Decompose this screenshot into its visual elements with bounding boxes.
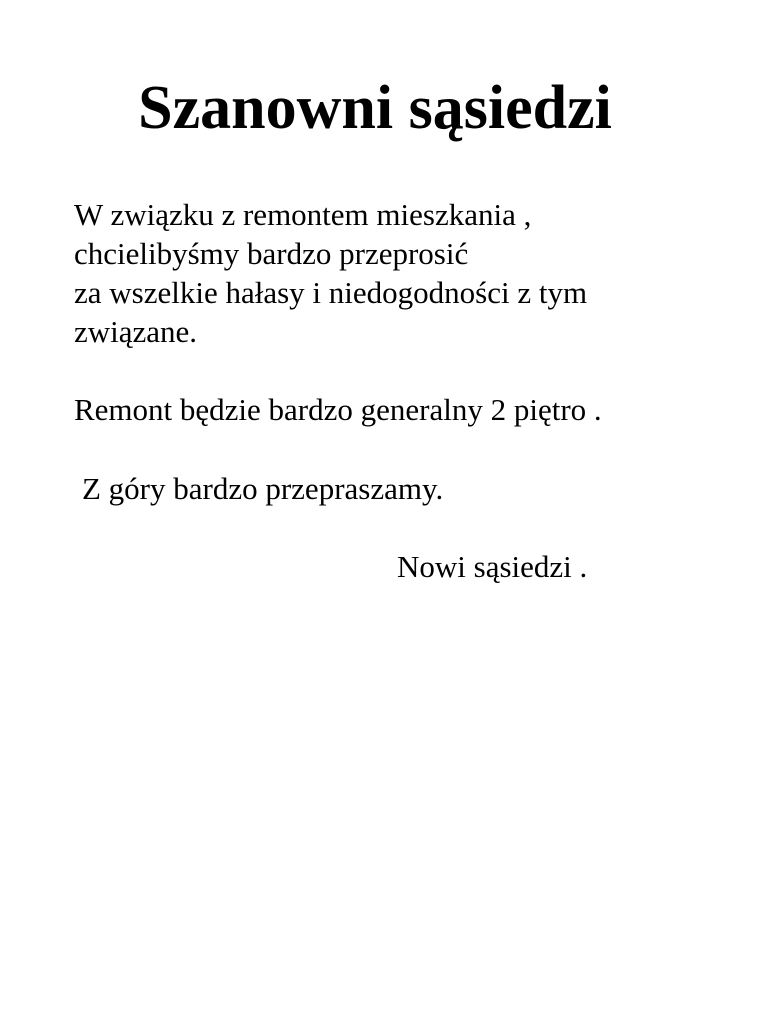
body-line: W związku z remontem mieszkania , (74, 197, 532, 232)
signature: Nowi sąsiedzi . (397, 549, 588, 584)
body-line: za wszelkie hałasy i niedogodności z tym (74, 275, 588, 310)
letter-title: Szanowni sąsiedzi (138, 74, 612, 142)
body-line: związane. (74, 314, 198, 349)
closing-line: Z góry bardzo przepraszamy. (82, 471, 444, 506)
body-line: Remont będzie bardzo generalny 2 piętro . (74, 392, 602, 427)
body-line: chcielibyśmy bardzo przeprosić (74, 236, 469, 271)
